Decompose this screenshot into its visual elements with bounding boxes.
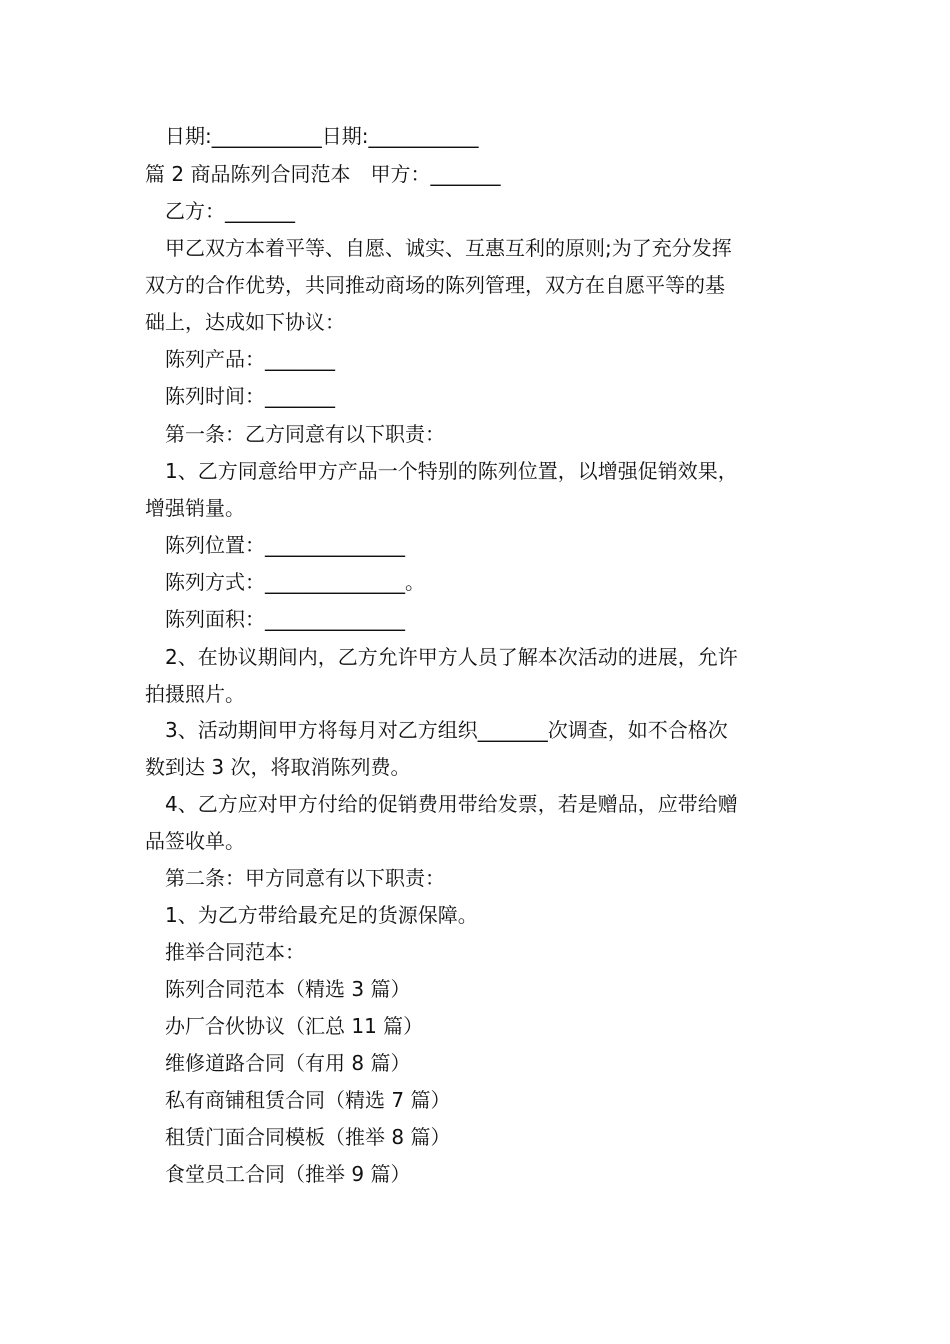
recommended-template-item: 私有商铺租赁合同（精选 7 篇）	[165, 1088, 451, 1112]
display-area-line: 陈列面积：______________	[165, 607, 405, 631]
intro-paragraph-line-3: 础上，达成如下协议：	[145, 310, 345, 334]
intro-paragraph-line-1: 甲乙双方本着平等、自愿、诚实、互惠互利的原则;为了充分发挥	[165, 236, 732, 260]
article-one-item-3-line-2: 数到达 3 次，将取消陈列费。	[145, 755, 411, 779]
article-one-item-3-line-1: 3、活动期间甲方将每月对乙方组织_______次调查，如不合格次	[165, 718, 728, 742]
recommended-template-item: 陈列合同范本（精选 3 篇）	[165, 977, 411, 1001]
section-title-party-a: 篇 2 商品陈列合同范本 甲方：_______	[145, 162, 501, 186]
display-time-line: 陈列时间：_______	[165, 384, 335, 408]
article-two-heading: 第二条：甲方同意有以下职责：	[165, 866, 445, 890]
display-position-line: 陈列位置：______________	[165, 533, 405, 557]
display-product-line: 陈列产品：_______	[165, 347, 335, 371]
article-one-item-1-line-2: 增强销量。	[145, 496, 245, 520]
article-one-item-2-line-1: 2、在协议期间内，乙方允许甲方人员了解本次活动的进展，允许	[165, 645, 738, 669]
recommended-template-item: 租赁门面合同模板（推举 8 篇）	[165, 1125, 451, 1149]
article-one-item-4-line-1: 4、乙方应对甲方付给的促销费用带给发票，若是赠品，应带给赠	[165, 792, 738, 816]
article-one-heading: 第一条：乙方同意有以下职责：	[165, 422, 445, 446]
recommended-template-item: 维修道路合同（有用 8 篇）	[165, 1051, 411, 1075]
date-line: 日期:___________日期:___________	[165, 124, 479, 148]
display-method-line: 陈列方式：______________。	[165, 570, 425, 594]
intro-paragraph-line-2: 双方的合作优势，共同推动商场的陈列管理，双方在自愿平等的基	[145, 273, 725, 297]
article-one-item-1-line-1: 1、乙方同意给甲方产品一个特别的陈列位置，以增强促销效果，	[165, 459, 738, 483]
recommended-templates-heading: 推举合同范本：	[165, 940, 305, 964]
article-two-item-1: 1、为乙方带给最充足的货源保障。	[165, 903, 478, 927]
article-one-item-2-line-2: 拍摄照片。	[145, 682, 245, 706]
party-b-line: 乙方：_______	[165, 199, 295, 223]
article-one-item-4-line-2: 品签收单。	[145, 829, 245, 853]
recommended-template-item: 办厂合伙协议（汇总 11 篇）	[165, 1014, 424, 1038]
recommended-template-item: 食堂员工合同（推举 9 篇）	[165, 1162, 411, 1186]
